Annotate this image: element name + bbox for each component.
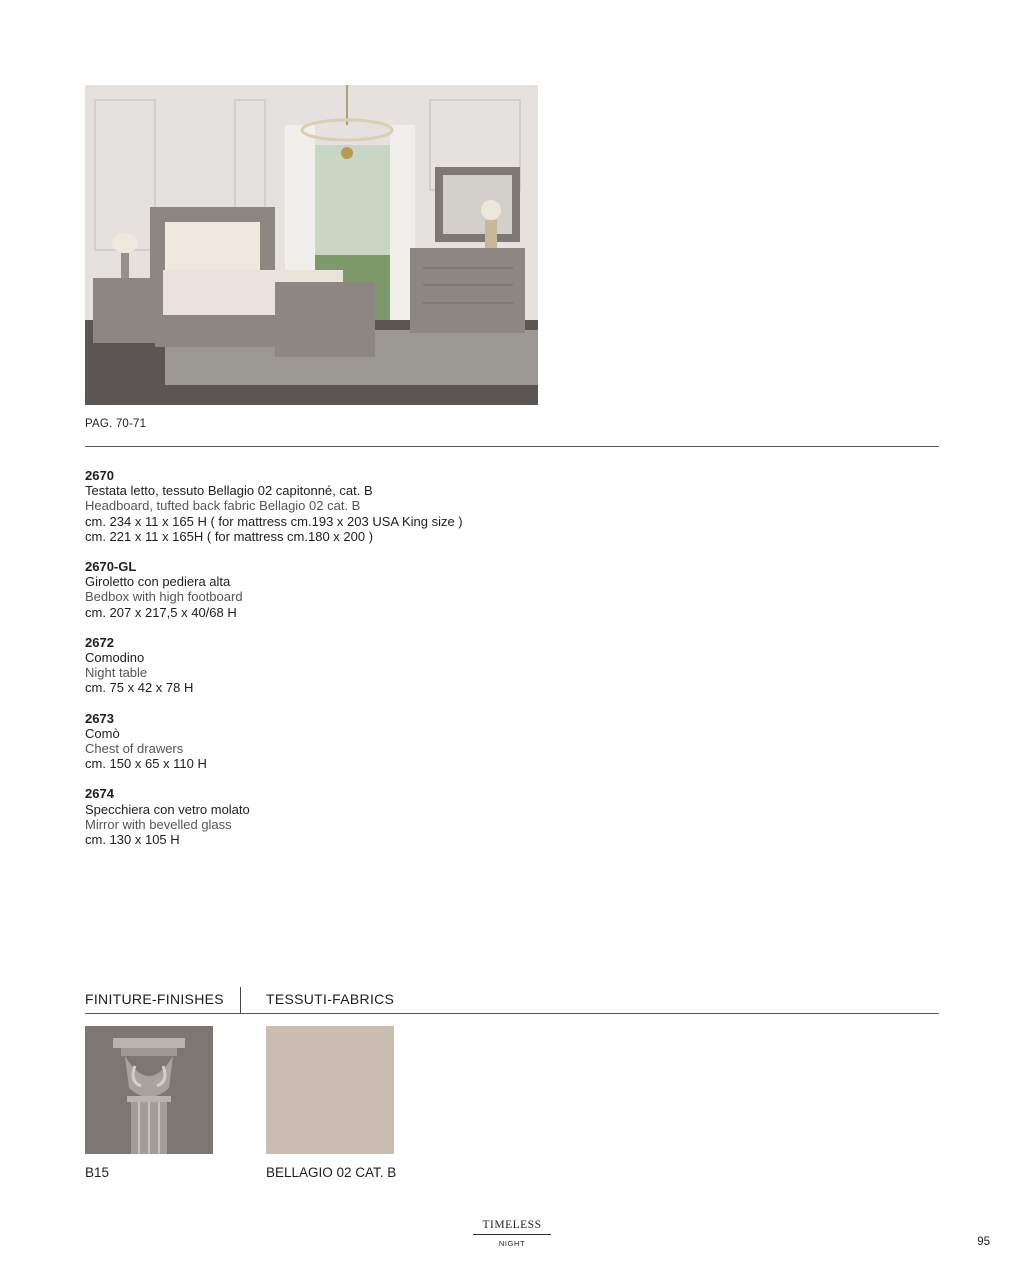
- product-item: [85, 711, 685, 772]
- section-divider: [85, 446, 939, 447]
- page-reference-caption: PAG. 70-71: [85, 418, 147, 430]
- fabrics-heading: TESSUTI-FABRICS: [266, 991, 395, 1007]
- product-name-italian: Comodino: [85, 650, 145, 666]
- brand-logo-text: TIMELESS: [482, 1219, 542, 1231]
- product-item: [85, 635, 685, 696]
- fabric-label: BELLAGIO 02 CAT. B: [266, 1165, 397, 1180]
- product-dimensions: cm. 150 x 65 x 110 H: [85, 756, 207, 772]
- product-name-italian: Comò: [85, 725, 120, 741]
- section-divider: [85, 1013, 939, 1014]
- product-dimensions: cm. 221 x 11 x 165H ( for mattress cm.180 x 200 ): [85, 528, 374, 544]
- product-item: [85, 468, 685, 544]
- fabric-swatch-bellagio: [266, 1026, 394, 1154]
- brand-divider: [473, 1234, 551, 1235]
- product-dimensions: cm. 234 x 11 x 165 H ( for mattress cm.193 x 203 USA King size ): [85, 513, 463, 529]
- product-name-italian: Specchiera con vetro molato: [85, 801, 250, 817]
- product-name-english: Headboard, tufted back fabric Bellagio 02 cat. B: [85, 498, 361, 514]
- brand-subtitle: NIGHT: [498, 1239, 526, 1248]
- product-name-english: Mirror with bevelled glass: [85, 816, 232, 832]
- product-dimensions: cm. 130 x 105 H: [85, 832, 180, 848]
- finish-label: B15: [85, 1165, 110, 1180]
- product-code: 2673: [85, 710, 114, 726]
- bedroom-illustration: [85, 85, 538, 405]
- product-item: [85, 559, 685, 620]
- finishes-heading: FINITURE-FINISHES: [85, 991, 224, 1007]
- product-dimensions: cm. 207 x 217,5 x 40/68 H: [85, 604, 237, 620]
- product-name-italian: Giroletto con pediera alta: [85, 574, 231, 590]
- bedroom-photo: [85, 85, 538, 405]
- product-code: 2670-GL: [85, 559, 137, 575]
- product-list: [85, 468, 685, 862]
- product-code: 2674: [85, 786, 114, 802]
- product-name-english: Night table: [85, 665, 148, 681]
- product-item: [85, 786, 685, 847]
- product-name-english: Bedbox with high footboard: [85, 589, 243, 605]
- product-code: 2670: [85, 468, 114, 483]
- heading-divider: [240, 987, 241, 1014]
- finish-swatch-b15: [85, 1026, 213, 1154]
- page-number: 95: [977, 1236, 990, 1248]
- product-name-italian: Testata letto, tessuto Bellagio 02 capitonné, cat. B: [85, 483, 373, 499]
- product-code: 2672: [85, 634, 114, 650]
- product-dimensions: cm. 75 x 42 x 78 H: [85, 680, 194, 696]
- column-capital-illustration: [85, 1026, 213, 1154]
- product-name-english: Chest of drawers: [85, 741, 184, 757]
